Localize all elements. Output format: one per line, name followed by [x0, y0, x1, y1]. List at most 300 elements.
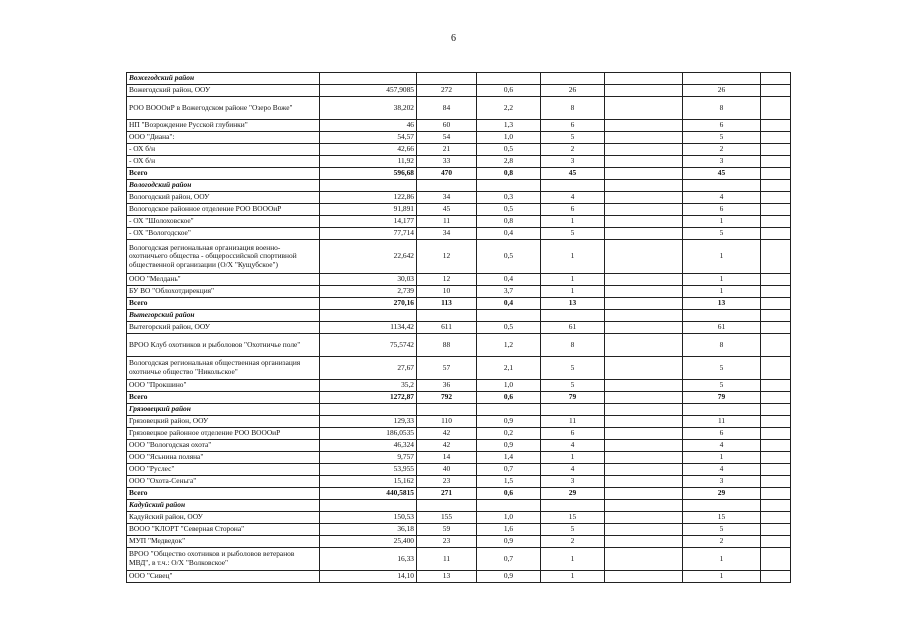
table-row — [127, 357, 791, 380]
area-cell: 77,714 — [320, 228, 417, 240]
area-cell: 75,5742 — [320, 334, 417, 357]
empty-cell — [761, 274, 791, 286]
count-cell: 11 — [417, 548, 477, 571]
table-row — [127, 428, 791, 440]
empty-cell — [605, 192, 683, 204]
empty-cell — [761, 440, 791, 452]
quota-total-cell: 6 — [683, 120, 761, 132]
empty-cell — [761, 357, 791, 380]
empty-cell — [605, 240, 683, 274]
organization-name-cell: Всего — [127, 488, 320, 500]
quota-total-cell: 4 — [683, 440, 761, 452]
empty-cell — [761, 286, 791, 298]
total-row — [127, 168, 791, 180]
density-cell: 0,5 — [477, 204, 541, 216]
organization-name-cell: Вытегорский район, ООУ — [127, 322, 320, 334]
table-row — [127, 334, 791, 357]
area-cell: 42,66 — [320, 144, 417, 156]
empty-cell — [605, 204, 683, 216]
organization-name-cell: РОО ВОООиР в Вожегодском районе "Озеро Воже" — [127, 97, 320, 120]
empty-cell — [320, 73, 417, 85]
organization-name-cell: Всего — [127, 392, 320, 404]
density-cell: 1,3 — [477, 120, 541, 132]
section-header-row — [127, 404, 791, 416]
table-row — [127, 452, 791, 464]
empty-cell — [605, 416, 683, 428]
organization-name-cell: - ОХ б/н — [127, 144, 320, 156]
table-row — [127, 156, 791, 168]
empty-cell — [761, 404, 791, 416]
density-cell: 2,2 — [477, 97, 541, 120]
organization-name-cell: Вологодская региональная организация военно-охотничьего общества - общероссийской спортивной общественной организации (О/Х "Кущубское") — [127, 240, 320, 274]
count-cell: 21 — [417, 144, 477, 156]
area-cell: 15,162 — [320, 476, 417, 488]
empty-cell — [761, 73, 791, 85]
area-cell: 38,202 — [320, 97, 417, 120]
table-row — [127, 380, 791, 392]
organization-name-cell: - ОХ "Вологодское" — [127, 228, 320, 240]
empty-cell — [417, 73, 477, 85]
quota-cell: 4 — [541, 464, 605, 476]
density-cell: 0,4 — [477, 228, 541, 240]
area-cell: 1134,42 — [320, 322, 417, 334]
empty-cell — [761, 452, 791, 464]
empty-cell — [605, 298, 683, 310]
area-cell: 2,739 — [320, 286, 417, 298]
empty-cell — [605, 440, 683, 452]
empty-cell — [761, 488, 791, 500]
quota-total-cell: 2 — [683, 536, 761, 548]
empty-cell — [761, 536, 791, 548]
count-cell: 36 — [417, 380, 477, 392]
density-cell: 0,5 — [477, 144, 541, 156]
quota-total-cell: 45 — [683, 168, 761, 180]
quota-total-cell: 4 — [683, 192, 761, 204]
quota-total-cell: 3 — [683, 476, 761, 488]
empty-cell — [541, 180, 605, 192]
quota-total-cell: 4 — [683, 464, 761, 476]
empty-cell — [605, 548, 683, 571]
organization-name-cell: Вологодский район, ООУ — [127, 192, 320, 204]
quota-cell: 2 — [541, 144, 605, 156]
empty-cell — [605, 322, 683, 334]
empty-cell — [761, 132, 791, 144]
quota-cell: 2 — [541, 536, 605, 548]
area-cell: 457,9085 — [320, 85, 417, 97]
density-cell: 1,2 — [477, 334, 541, 357]
density-cell: 1,6 — [477, 524, 541, 536]
quota-cell: 1 — [541, 548, 605, 571]
count-cell: 110 — [417, 416, 477, 428]
area-cell: 129,33 — [320, 416, 417, 428]
empty-cell — [541, 310, 605, 322]
count-cell: 42 — [417, 440, 477, 452]
empty-cell — [761, 380, 791, 392]
count-cell: 34 — [417, 228, 477, 240]
count-cell: 611 — [417, 322, 477, 334]
empty-cell — [683, 73, 761, 85]
organization-name-cell: ООО "Вологодская охота" — [127, 440, 320, 452]
empty-cell — [605, 168, 683, 180]
quota-cell: 6 — [541, 428, 605, 440]
quota-total-cell: 1 — [683, 548, 761, 571]
density-cell: 1,0 — [477, 512, 541, 524]
table-row — [127, 132, 791, 144]
empty-cell — [320, 310, 417, 322]
quota-cell: 45 — [541, 168, 605, 180]
section-title: Вожегодский район — [127, 73, 320, 85]
area-cell: 27,67 — [320, 357, 417, 380]
table-row — [127, 524, 791, 536]
count-cell: 33 — [417, 156, 477, 168]
empty-cell — [761, 180, 791, 192]
count-cell: 59 — [417, 524, 477, 536]
area-cell: 35,2 — [320, 380, 417, 392]
organization-name-cell: ООО "Прокшино" — [127, 380, 320, 392]
empty-cell — [605, 180, 683, 192]
area-cell: 46,324 — [320, 440, 417, 452]
quota-total-cell: 1 — [683, 452, 761, 464]
empty-cell — [761, 512, 791, 524]
density-cell: 3,7 — [477, 286, 541, 298]
organization-name-cell: НП "Возрождение Русской глубинки" — [127, 120, 320, 132]
empty-cell — [605, 536, 683, 548]
count-cell: 42 — [417, 428, 477, 440]
organization-name-cell: ООО "Сивец" — [127, 571, 320, 583]
table-row — [127, 120, 791, 132]
density-cell: 0,8 — [477, 168, 541, 180]
empty-cell — [477, 500, 541, 512]
quota-cell: 8 — [541, 334, 605, 357]
empty-cell — [761, 310, 791, 322]
empty-cell — [761, 524, 791, 536]
count-cell: 84 — [417, 97, 477, 120]
table-row — [127, 274, 791, 286]
organization-name-cell: ООО "Диана": — [127, 132, 320, 144]
quota-cell: 13 — [541, 298, 605, 310]
empty-cell — [683, 180, 761, 192]
empty-cell — [761, 204, 791, 216]
area-cell: 270,16 — [320, 298, 417, 310]
area-cell: 46 — [320, 120, 417, 132]
page-number: 6 — [451, 33, 456, 44]
quota-total-cell: 1 — [683, 216, 761, 228]
density-cell: 0,9 — [477, 571, 541, 583]
area-cell: 596,68 — [320, 168, 417, 180]
quota-cell: 15 — [541, 512, 605, 524]
quota-cell: 1 — [541, 571, 605, 583]
empty-cell — [605, 85, 683, 97]
quota-cell: 61 — [541, 322, 605, 334]
area-cell: 53,955 — [320, 464, 417, 476]
count-cell: 470 — [417, 168, 477, 180]
empty-cell — [761, 298, 791, 310]
empty-cell — [761, 334, 791, 357]
organization-name-cell: Вологодская региональная общественная организация охотничье общество "Никольское" — [127, 357, 320, 380]
empty-cell — [605, 216, 683, 228]
organization-name-cell: - ОХ б/н — [127, 156, 320, 168]
empty-cell — [761, 192, 791, 204]
density-cell: 0,8 — [477, 216, 541, 228]
table-row — [127, 192, 791, 204]
quota-total-cell: 1 — [683, 571, 761, 583]
table-row — [127, 416, 791, 428]
table-row — [127, 536, 791, 548]
empty-cell — [761, 571, 791, 583]
quota-cell: 5 — [541, 132, 605, 144]
section-header-row — [127, 500, 791, 512]
count-cell: 155 — [417, 512, 477, 524]
quota-total-cell: 5 — [683, 132, 761, 144]
quota-cell: 5 — [541, 524, 605, 536]
count-cell: 88 — [417, 334, 477, 357]
density-cell: 0,2 — [477, 428, 541, 440]
organization-name-cell: ООО "Ясьнина поляна" — [127, 452, 320, 464]
count-cell: 13 — [417, 571, 477, 583]
organization-name-cell: БУ ВО "Облохотдирекция" — [127, 286, 320, 298]
area-cell: 36,18 — [320, 524, 417, 536]
organization-name-cell: Всего — [127, 168, 320, 180]
count-cell: 272 — [417, 85, 477, 97]
density-cell: 0,9 — [477, 416, 541, 428]
density-cell: 0,4 — [477, 298, 541, 310]
empty-cell — [541, 500, 605, 512]
empty-cell — [605, 524, 683, 536]
empty-cell — [761, 500, 791, 512]
table-row — [127, 97, 791, 120]
section-header-row — [127, 180, 791, 192]
density-cell: 1,0 — [477, 380, 541, 392]
empty-cell — [761, 548, 791, 571]
density-cell: 2,8 — [477, 156, 541, 168]
empty-cell — [605, 144, 683, 156]
area-cell: 9,757 — [320, 452, 417, 464]
count-cell: 54 — [417, 132, 477, 144]
empty-cell — [605, 571, 683, 583]
empty-cell — [541, 73, 605, 85]
empty-cell — [761, 464, 791, 476]
quota-cell: 1 — [541, 240, 605, 274]
empty-cell — [761, 428, 791, 440]
count-cell: 11 — [417, 216, 477, 228]
quota-cell: 5 — [541, 380, 605, 392]
empty-cell — [605, 310, 683, 322]
area-cell: 25,400 — [320, 536, 417, 548]
quota-total-cell: 5 — [683, 357, 761, 380]
empty-cell — [605, 428, 683, 440]
area-cell: 91,891 — [320, 204, 417, 216]
density-cell: 0,3 — [477, 192, 541, 204]
area-cell: 14,10 — [320, 571, 417, 583]
organization-name-cell: ВООО "КЛОРТ "Северная Сторона" — [127, 524, 320, 536]
quota-cell: 29 — [541, 488, 605, 500]
empty-cell — [761, 97, 791, 120]
empty-cell — [477, 404, 541, 416]
table-row — [127, 216, 791, 228]
table-row — [127, 286, 791, 298]
quota-cell: 3 — [541, 476, 605, 488]
area-cell: 54,57 — [320, 132, 417, 144]
quota-total-cell: 8 — [683, 334, 761, 357]
empty-cell — [320, 404, 417, 416]
empty-cell — [683, 404, 761, 416]
organization-name-cell: Всего — [127, 298, 320, 310]
count-cell: 12 — [417, 274, 477, 286]
empty-cell — [761, 216, 791, 228]
total-row — [127, 298, 791, 310]
table-row — [127, 512, 791, 524]
density-cell: 0,5 — [477, 240, 541, 274]
table-row — [127, 228, 791, 240]
quota-cell: 1 — [541, 274, 605, 286]
organization-name-cell: Вожегодский район, ООУ — [127, 85, 320, 97]
quota-total-cell: 1 — [683, 274, 761, 286]
count-cell: 57 — [417, 357, 477, 380]
quota-total-cell: 29 — [683, 488, 761, 500]
empty-cell — [761, 476, 791, 488]
quota-total-cell: 26 — [683, 85, 761, 97]
quota-total-cell: 5 — [683, 380, 761, 392]
organization-name-cell: Грязовецкое районное отделение РОО ВОООиР — [127, 428, 320, 440]
section-header-row — [127, 310, 791, 322]
count-cell: 10 — [417, 286, 477, 298]
table-row — [127, 204, 791, 216]
section-header-row — [127, 73, 791, 85]
empty-cell — [541, 404, 605, 416]
quota-total-cell: 8 — [683, 97, 761, 120]
count-cell: 14 — [417, 452, 477, 464]
empty-cell — [605, 476, 683, 488]
count-cell: 792 — [417, 392, 477, 404]
quota-total-cell: 1 — [683, 240, 761, 274]
quota-cell: 1 — [541, 452, 605, 464]
table-row — [127, 548, 791, 571]
section-title: Кадуйский район — [127, 500, 320, 512]
quota-total-cell: 13 — [683, 298, 761, 310]
empty-cell — [605, 274, 683, 286]
area-cell: 440,5815 — [320, 488, 417, 500]
organization-name-cell: ООО "Мелдань" — [127, 274, 320, 286]
density-cell: 0,6 — [477, 488, 541, 500]
empty-cell — [477, 310, 541, 322]
section-title: Вологодский район — [127, 180, 320, 192]
quota-total-cell: 5 — [683, 524, 761, 536]
quota-cell: 79 — [541, 392, 605, 404]
quota-cell: 4 — [541, 192, 605, 204]
empty-cell — [761, 392, 791, 404]
empty-cell — [417, 310, 477, 322]
quota-total-cell: 79 — [683, 392, 761, 404]
count-cell: 113 — [417, 298, 477, 310]
quota-cell: 5 — [541, 357, 605, 380]
area-cell: 186,0535 — [320, 428, 417, 440]
quota-cell: 1 — [541, 286, 605, 298]
empty-cell — [605, 500, 683, 512]
empty-cell — [605, 286, 683, 298]
empty-cell — [761, 240, 791, 274]
density-cell: 0,9 — [477, 536, 541, 548]
quota-cell: 1 — [541, 216, 605, 228]
quota-total-cell: 2 — [683, 144, 761, 156]
quota-total-cell: 11 — [683, 416, 761, 428]
density-cell: 0,7 — [477, 548, 541, 571]
quota-total-cell: 5 — [683, 228, 761, 240]
area-cell: 150,53 — [320, 512, 417, 524]
density-cell: 1,4 — [477, 452, 541, 464]
section-title: Грязовецкий район — [127, 404, 320, 416]
empty-cell — [605, 392, 683, 404]
quota-cell: 5 — [541, 228, 605, 240]
empty-cell — [605, 73, 683, 85]
density-cell: 0,6 — [477, 85, 541, 97]
empty-cell — [761, 168, 791, 180]
area-cell: 22,642 — [320, 240, 417, 274]
count-cell: 34 — [417, 192, 477, 204]
quota-total-cell: 61 — [683, 322, 761, 334]
empty-cell — [605, 452, 683, 464]
quota-cell: 4 — [541, 440, 605, 452]
table-row — [127, 571, 791, 583]
empty-cell — [761, 156, 791, 168]
quota-cell: 6 — [541, 120, 605, 132]
area-cell: 1272,87 — [320, 392, 417, 404]
section-title: Вытегорский район — [127, 310, 320, 322]
empty-cell — [320, 180, 417, 192]
area-cell: 16,33 — [320, 548, 417, 571]
quota-cell: 3 — [541, 156, 605, 168]
density-cell: 1,0 — [477, 132, 541, 144]
count-cell: 45 — [417, 204, 477, 216]
organization-name-cell: ВРОО "Общество охотников и рыболовов ветеранов МВД", в т.ч.: О/Х "Волковское" — [127, 548, 320, 571]
empty-cell — [761, 120, 791, 132]
empty-cell — [605, 120, 683, 132]
quota-table — [126, 72, 791, 583]
area-cell: 14,177 — [320, 216, 417, 228]
empty-cell — [761, 416, 791, 428]
table-row — [127, 476, 791, 488]
area-cell: 122,86 — [320, 192, 417, 204]
quota-cell: 11 — [541, 416, 605, 428]
organization-name-cell: ВРОО Клуб охотников и рыболовов "Охотничье поле" — [127, 334, 320, 357]
empty-cell — [605, 334, 683, 357]
empty-cell — [605, 132, 683, 144]
table-row — [127, 464, 791, 476]
empty-cell — [417, 404, 477, 416]
empty-cell — [605, 464, 683, 476]
count-cell: 271 — [417, 488, 477, 500]
empty-cell — [417, 180, 477, 192]
density-cell: 0,9 — [477, 440, 541, 452]
count-cell: 40 — [417, 464, 477, 476]
empty-cell — [761, 85, 791, 97]
empty-cell — [761, 144, 791, 156]
area-cell: 11,92 — [320, 156, 417, 168]
organization-name-cell: - ОХ "Шолоховское" — [127, 216, 320, 228]
empty-cell — [417, 500, 477, 512]
empty-cell — [605, 512, 683, 524]
quota-total-cell: 1 — [683, 286, 761, 298]
empty-cell — [761, 228, 791, 240]
organization-name-cell: Кадуйский район, ООУ — [127, 512, 320, 524]
density-cell: 0,4 — [477, 274, 541, 286]
quota-cell: 26 — [541, 85, 605, 97]
empty-cell — [320, 500, 417, 512]
empty-cell — [477, 180, 541, 192]
empty-cell — [683, 500, 761, 512]
organization-name-cell: ООО "Охота-Сеньга" — [127, 476, 320, 488]
table-row — [127, 144, 791, 156]
table-row — [127, 440, 791, 452]
